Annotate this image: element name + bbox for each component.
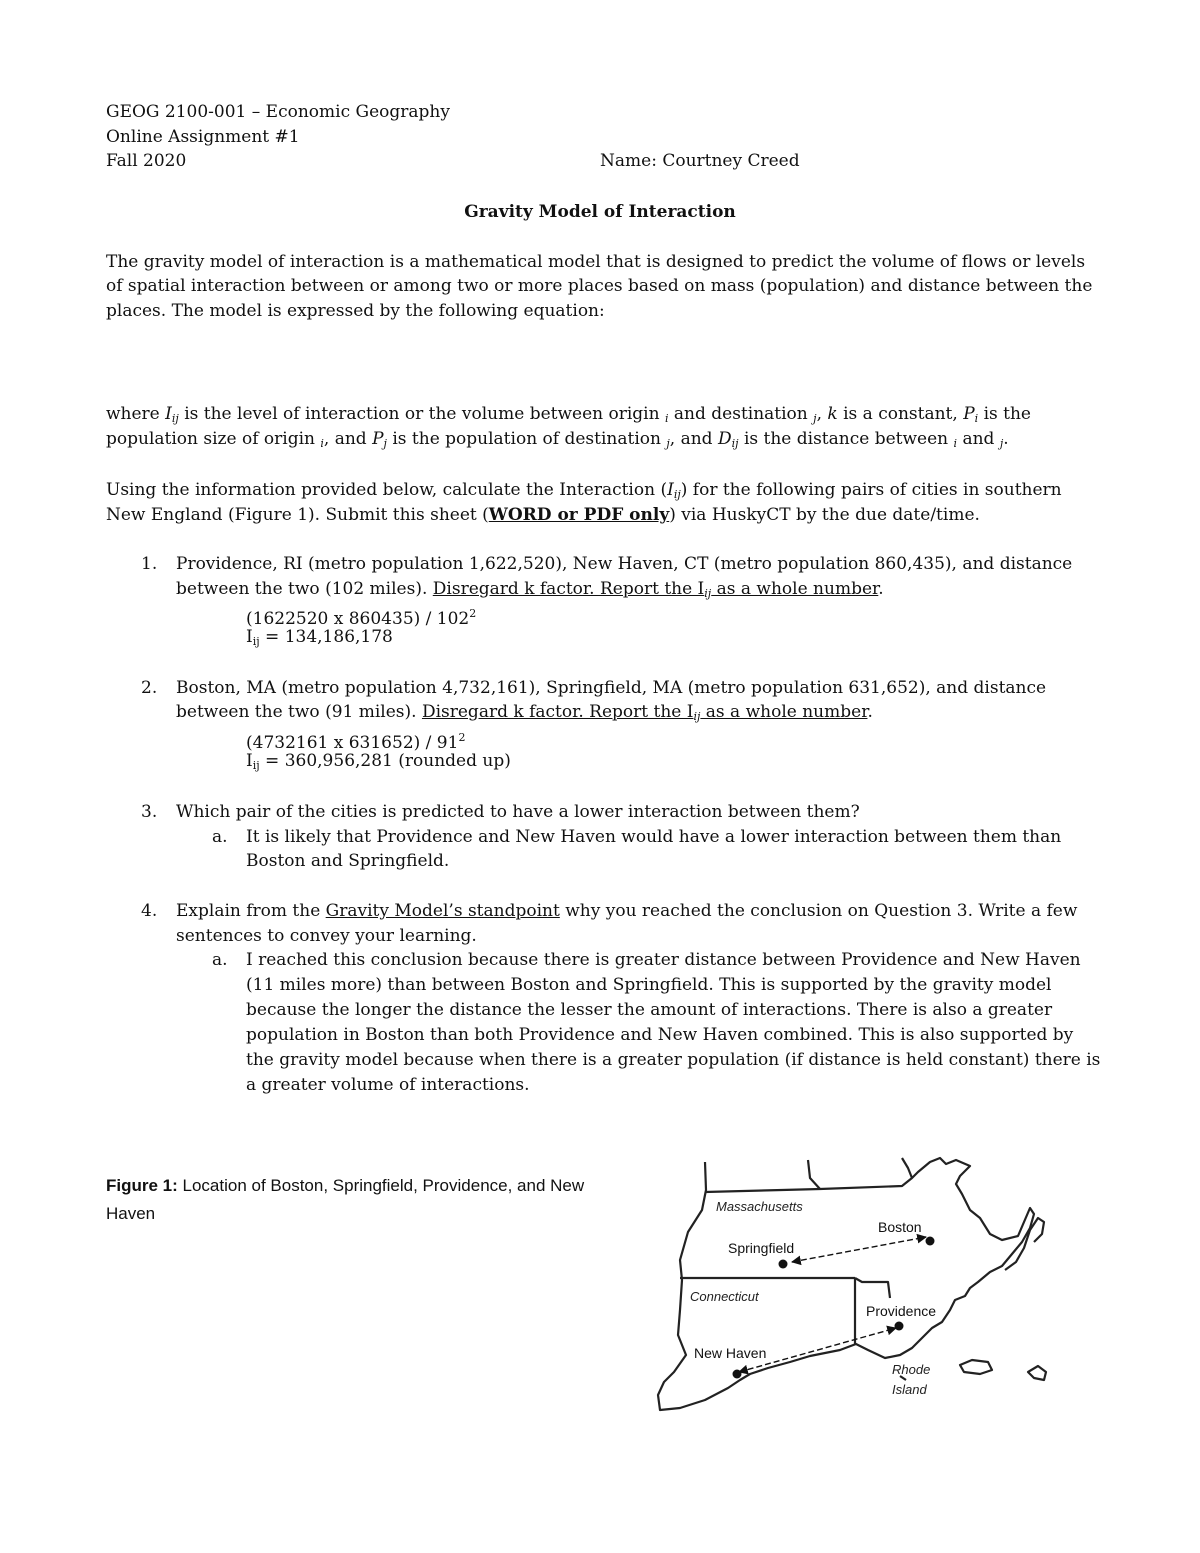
- q3-answer-line-2: Boston and Springfield.: [246, 851, 450, 871]
- boston-dot: [926, 1237, 935, 1246]
- q1-line-2: between the two (102 miles). Disregard k factor. Report the $I_{ij}$ as a whole number.: [176, 579, 884, 600]
- instructions-line-1: Using the information provided below, calculate the Interaction $(I_{ij})$ for the following pairs of cities in southern: [106, 480, 1062, 501]
- q2-line-1: Boston, MA (metro population 4,732,161), Springfield, MA (metro population 631,652), and distance: [176, 678, 1047, 698]
- southern-new-england-map: [650, 1150, 1060, 1425]
- q4-line-1: Explain from the Gravity Model’s standpoint why you reached the conclusion on Question 3. Write a few: [176, 901, 1078, 921]
- q3-answer-label: a.: [212, 827, 228, 847]
- intro-line-1: The gravity model of interaction is a mathematical model that is designed to predict the volume of flows or levels: [106, 252, 1086, 272]
- label-rhode: Rhode: [892, 1362, 931, 1377]
- label-springfield: Springfield: [728, 1240, 795, 1256]
- q4-answer-label: a.: [212, 950, 228, 970]
- q1-line-1: Providence, RI (metro population 1,622,520), New Haven, CT (metro population 860,435), and distance: [176, 554, 1073, 574]
- figure-label: Figure 1:: [106, 1176, 178, 1195]
- q1-answer: $I_{ij} = 134,186,178$: [246, 627, 393, 648]
- q2-calculation: (4732161 x $631652) / 91^2$: [246, 731, 466, 753]
- q4-answer-line-6: a greater volume of interactions.: [246, 1075, 530, 1095]
- q4-answer-line-5: the gravity model because when there is a greater population (if distance is held constant) there is: [246, 1050, 1101, 1070]
- label-island: Island: [892, 1382, 927, 1397]
- definition-line-2: population size of origin $_i$, and $P_j$ is the population of destination $_j$, and $D_{ij}$ is the distance between $_i$ and $_j$.: [106, 429, 1009, 450]
- q4-answer-line-4: population in Boston than both Providence and New Haven combined. This is also supported by: [246, 1025, 1074, 1045]
- q4-answer-line-2: (11 miles more) than between Boston and Springfield. This is supported by the gravity model: [246, 975, 1052, 995]
- student-name: Name: Courtney Creed: [600, 151, 800, 171]
- definition-line-1: where $I_{ij}$ is the level of interaction or the volume between origin $_i$ and destination $_j$, k is a constant, $P_i$ is the: [106, 404, 1031, 425]
- label-connecticut: Connecticut: [690, 1289, 759, 1304]
- q2-line-2: between the two (91 miles). Disregard k factor. Report the $I_{ij}$ as a whole number.: [176, 702, 873, 723]
- island-nantucket: [1028, 1366, 1046, 1380]
- state-outline: [658, 1158, 1034, 1410]
- ri-north-border: [855, 1278, 890, 1298]
- springfield-dot: [779, 1260, 788, 1269]
- q3-number: 3.: [141, 802, 158, 822]
- q3-answer-line-1: It is likely that Providence and New Haven would have a lower interaction between them than: [246, 827, 1062, 847]
- river-notch: [808, 1160, 820, 1189]
- q4-line-2: sentences to convey your learning.: [176, 926, 477, 946]
- q4-number: 4.: [141, 901, 158, 921]
- q4-answer-line-1: I reached this conclusion because there is greater distance between Providence and New Haven: [246, 950, 1081, 970]
- intro-line-2: of spatial interaction between or among two or more places based on mass (population) and distance between the: [106, 276, 1093, 296]
- q1-number: 1.: [141, 554, 158, 574]
- ma-north-border: [705, 1178, 912, 1192]
- page-title: Gravity Model of Interaction: [464, 202, 736, 222]
- label-providence: Providence: [866, 1303, 937, 1319]
- assignment-line: Online Assignment #1: [106, 127, 300, 147]
- new-haven-dot: [733, 1370, 742, 1379]
- course-line: GEOG 2100-001 – Economic Geography: [106, 102, 450, 122]
- q4-answer-line-3: because the longer the distance the lesser the amount of interactions. There is also a greater: [246, 1000, 1053, 1020]
- q2-answer: $I_{ij} = 360,956,281$ (rounded up): [246, 751, 511, 772]
- instructions-line-2: New England (Figure 1). Submit this sheet (WORD or PDF only) via HuskyCT by the due date/time.: [106, 505, 980, 525]
- figure-caption: Figure 1: Location of Boston, Springfield, Providence, and New Haven: [106, 1176, 585, 1223]
- label-new-haven: New Haven: [694, 1345, 767, 1361]
- arrow-boston-springfield: [792, 1237, 926, 1262]
- q3-question: Which pair of the cities is predicted to have a lower interaction between them?: [176, 802, 860, 822]
- label-massachusetts: Massachusetts: [716, 1199, 803, 1214]
- providence-dot: [895, 1322, 904, 1331]
- cape-cod: [1005, 1218, 1044, 1270]
- label-boston: Boston: [878, 1219, 922, 1235]
- island-marthas-vineyard: [960, 1360, 992, 1374]
- intro-line-3: places. The model is expressed by the following equation:: [106, 301, 605, 321]
- q1-calculation: (1622520 x $860435) / 102^2$: [246, 607, 477, 629]
- term-line: Fall 2020: [106, 151, 187, 171]
- q2-number: 2.: [141, 678, 158, 698]
